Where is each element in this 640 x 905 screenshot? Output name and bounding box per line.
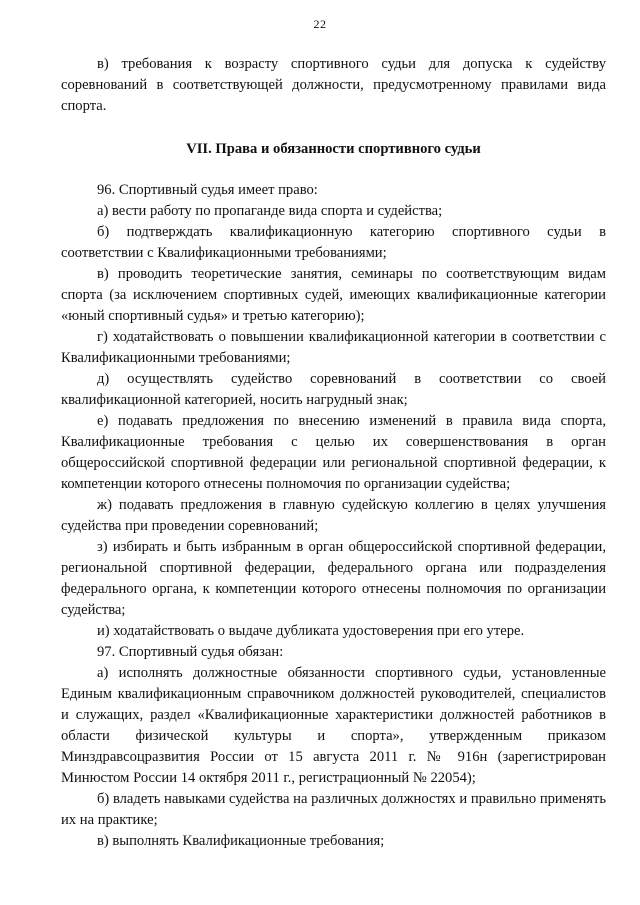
document-body [61, 54, 606, 852]
paragraph-97-v: в) выполнять Квалификационные требования; [97, 833, 385, 849]
intro-paragraph: в) требования к возрасту спортивного судьи для допуска к судейству соревнований в соответствующей должности, предусмотренному правилами вида спорта. [61, 56, 606, 114]
paragraph-96-g: г) ходатайствовать о повышении квалификационной категории в соответствии с Квалификационными требованиями; [61, 329, 606, 366]
paragraph-96-z: з) избирать и быть избранным в орган общероссийской спортивной федерации, региональной спортивной федерации, федерального органа или подразделения федерального органа, к компетенции которого отнесены полномочия по организации судейства; [61, 539, 606, 618]
paragraph-96-a: а) вести работу по пропаганде вида спорта и судейства; [97, 203, 443, 219]
paragraph-96-v: в) проводить теоретические занятия, семинары по соответствующим видам спорта (за исключением спортивных судей, имеющих квалификационные категории «юный спортивный судья» и третью категорию); [61, 266, 606, 324]
paragraph-97-intro: 97. Спортивный судья обязан: [97, 644, 284, 660]
paragraph-96-zh: ж) подавать предложения в главную судейскую коллегию в целях улучшения судейства при проведении соревнований; [61, 497, 606, 534]
paragraph-96-b: б) подтверждать квалификационную категорию спортивного судьи в соответствии с Квалификационными требованиями; [61, 224, 606, 261]
paragraph-96-i: и) ходатайствовать о выдаче дубликата удостоверения при его утере. [97, 623, 525, 639]
page-number: 22 [313, 17, 327, 31]
paragraph-96-d: д) осуществлять судейство соревнований в соответствии со своей квалификационной категорией, носить нагрудный знак; [61, 371, 606, 408]
paragraph-97-a: а) исполнять должностные обязанности спортивного судьи, установленные Единым квалификационным справочником должностей руководителей, специалистов и служащих, раздел «Квалификационные характеристики должностей работников в области физической культуры и спорта», утвержденным приказом Минздравсоцразвития России от 15 августа 2011 г. № 916н (зарегистрирован Минюстом России 14 октября 2011 г., регистрационный № 22054); [61, 665, 606, 786]
paragraph-96-intro: 96. Спортивный судья имеет право: [97, 182, 318, 198]
paragraph-97-b: б) владеть навыками судейства на различных должностях и правильно применять их на практике; [61, 791, 606, 828]
section-heading: VII. Права и обязанности спортивного судьи [186, 141, 481, 157]
paragraph-96-e: е) подавать предложения по внесению изменений в правила вида спорта, Квалификационные требования с целью их совершенствования в орган общероссийской спортивной федерации или региональной спортивной федерации, к компетенции которого отнесены полномочия по организации судейства; [61, 413, 606, 492]
